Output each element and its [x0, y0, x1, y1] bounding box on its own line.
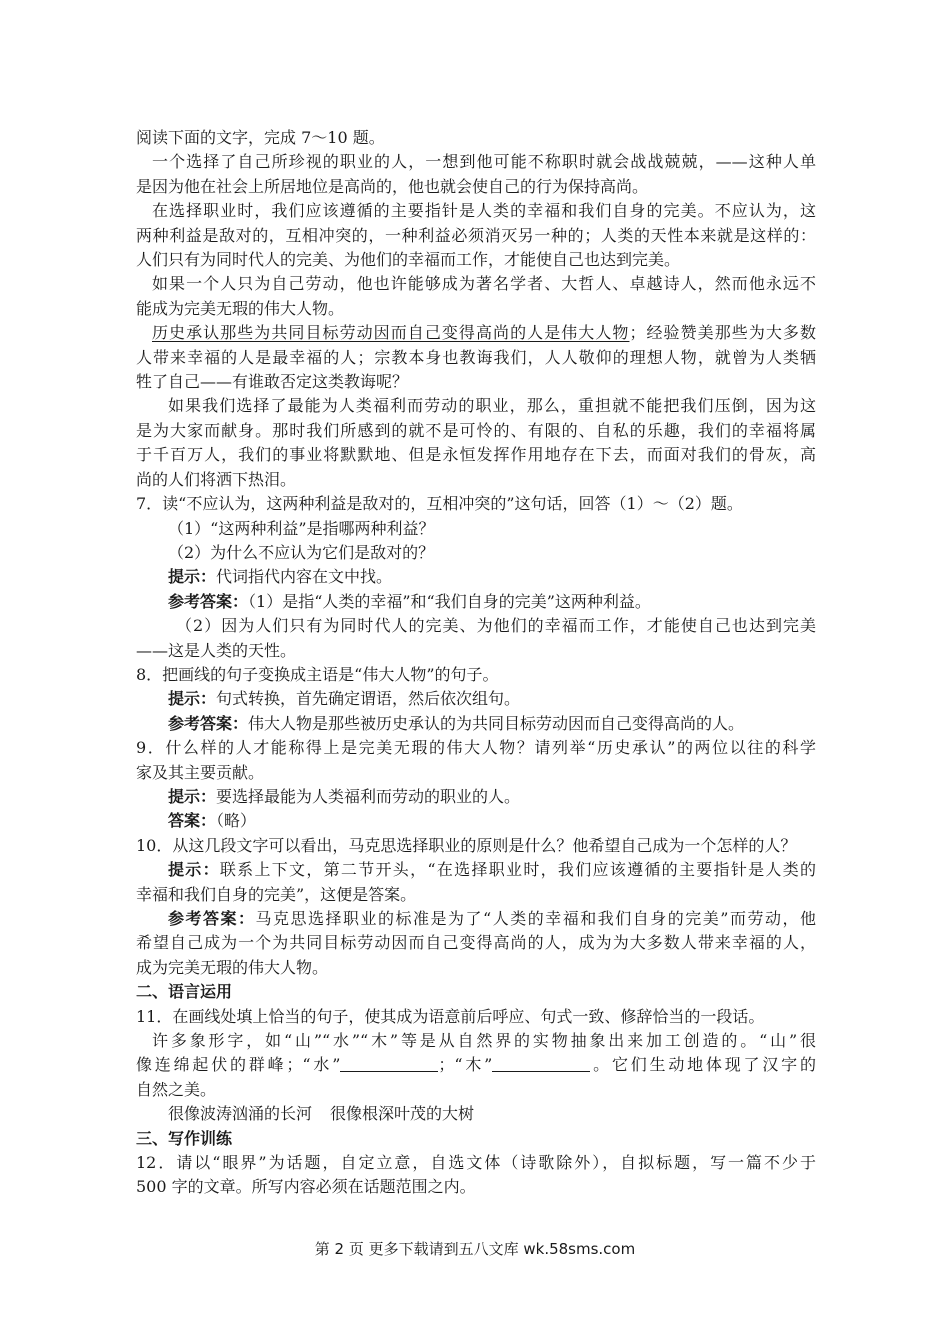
text-line: 如果我们选择了最能为人类福利而劳动的职业，那么，重担就不能把我们压倒，因为这	[168, 396, 816, 416]
paragraph-1	[136, 150, 816, 199]
question-10	[136, 834, 816, 980]
fill-blank	[492, 1057, 590, 1072]
hint-label: 提示：	[168, 786, 217, 806]
answer-line	[136, 712, 816, 736]
question-stem: 7．读“不应认为，这两种利益是敌对的，互相冲突的”这句话，回答（1）～（2）题。	[136, 494, 743, 514]
hint-line	[136, 785, 816, 809]
hint-label: 提示：	[168, 689, 217, 709]
text-line: 如果一个人只为自己劳动，他也许能够成为著名学者、大哲人、卓越诗人，然而他永远不	[152, 274, 816, 294]
answer-line: ——这是人类的天性。	[136, 640, 297, 660]
question-stem: 11．在画线处填上恰当的句子，使其成为语意前后呼应、句式一致、修辞恰当的一段话。	[136, 1006, 765, 1026]
answer-line	[136, 590, 816, 614]
section-heading: 三、写作训练	[136, 1128, 233, 1148]
question-9	[136, 736, 816, 834]
question-8	[136, 663, 816, 736]
text-line	[136, 321, 816, 345]
option-text: 很像根深叶茂的大树	[330, 1104, 475, 1124]
paragraph-5	[136, 394, 816, 492]
hint-label: 提示：	[168, 860, 220, 880]
text-span: 。它们生动地体现了汉字的	[590, 1055, 816, 1075]
answer-text: （1）是指“人类的幸福”和“我们自身的完美”这两种利益。	[248, 591, 651, 611]
text-line: 人带来幸福的人是最幸福的人；宗教本身也教诲我们，人人敬仰的理想人物，就曾为人类牺	[136, 347, 816, 367]
paragraph-2	[136, 199, 816, 272]
hint-text: 代词指代内容在文中找。	[216, 567, 393, 587]
text-line: 许多象形字，如“山”“水”“木”等是从自然界的实物抽象出来加工创造的。“山”很	[152, 1031, 816, 1051]
reading-instruction: 阅读下面的文字，完成 7～10 题。	[136, 128, 385, 147]
answer-line: （2）因为人们只有为同时代人的完美、为他们的幸福而工作，才能使自己也达到完美	[176, 616, 816, 636]
question-stem: 9．什么样的人才能称得上是完美无瑕的伟大人物？请列举“历史承认”的两位以往的科学	[136, 738, 816, 758]
question-stem: 500 字的文章。所写内容必须在话题范围之内。	[136, 1177, 476, 1197]
text-line: 在选择职业时，我们应该遵循的主要指针是人类的幸福和我们自身的完美。不应认为，这	[152, 201, 816, 221]
hint-line	[136, 565, 816, 589]
question-stem: 8．把画线的句子变换成主语是“伟大人物”的句子。	[136, 664, 499, 684]
paragraph-3	[136, 272, 816, 321]
answer-label: 答案：	[168, 811, 217, 831]
underlined-sentence: 历史承认那些为共同目标劳动因而自己变得高尚的人是伟大人物	[152, 323, 630, 343]
sub-question: （2）为什么不应认为它们是敌对的？	[168, 542, 435, 562]
text-line: 是因为他在社会上所居地位是高尚的，他也就会使自己的行为保持高尚。	[136, 176, 649, 196]
text-line: 牲了自己——有谁敢否定这类教诲呢？	[136, 372, 409, 392]
question-stem: 10．从这几段文字可以看出，马克思选择职业的原则是什么？他希望自己成为一个怎样的人？	[136, 835, 797, 855]
text-line: 自然之美。	[136, 1079, 217, 1099]
answer-line: 成为完美无瑕的伟大人物。	[136, 957, 329, 977]
text-span: ；经验赞美那些为大多数	[629, 323, 816, 343]
answer-text: 马克思选择职业的标准是为了“人类的幸福和我们自身的完美”而劳动，他	[255, 909, 816, 928]
text-line: 能成为完美无瑕的伟大人物。	[136, 298, 345, 318]
hint-text: 要选择最能为人类福利而劳动的职业的人。	[216, 786, 521, 806]
text-line: 尚的人们将洒下热泪。	[136, 469, 297, 489]
hint-line: 幸福和我们自身的完美”，这便是答案。	[136, 884, 417, 904]
option-text: 很像波涛汹涌的长河	[168, 1104, 313, 1124]
answer-label: 参考答案：	[168, 909, 256, 928]
document-page	[136, 126, 816, 1200]
answer-label: 参考答案：	[168, 591, 249, 611]
answer-line	[136, 809, 816, 833]
section-language-use	[136, 980, 816, 1126]
text-span: ；“木”	[438, 1055, 493, 1075]
sub-question: （1）“这两种利益”是指哪两种利益？	[168, 518, 435, 538]
answer-text: （略）	[216, 811, 257, 831]
question-stem: 家及其主要贡献。	[136, 762, 265, 782]
hint-line	[136, 858, 816, 882]
hint-line	[136, 687, 816, 711]
answer-line	[136, 907, 816, 931]
hint-label: 提示：	[168, 567, 217, 587]
hint-text: 句式转换，首先确定谓语，然后依次组句。	[216, 689, 521, 709]
section-heading: 二、语言运用	[136, 982, 233, 1002]
text-span: 像连绵起伏的群峰；“水”	[136, 1055, 341, 1075]
question-7	[136, 492, 816, 663]
text-line: 是为大家而献身。那时我们所感到的就不是可怜的、有限的、自私的乐趣，我们的幸福将属	[136, 420, 816, 440]
section-writing	[136, 1127, 816, 1200]
text-line: 于千百万人，我们的事业将默默地、但是永恒发挥作用地存在下去，而面对我们的骨灰，高	[136, 445, 816, 465]
hint-text: 联系上下文，第二节开头，“在选择职业时，我们应该遵循的主要指针是人类的	[219, 860, 816, 880]
answer-options	[136, 1102, 816, 1126]
page-footer: 第 2 页 更多下载请到五八文库 wk.58sms.com	[314, 1240, 636, 1258]
answer-label: 参考答案：	[168, 713, 249, 733]
text-line	[136, 1053, 816, 1077]
text-line: 两种利益是敌对的，互相冲突的，一种利益必须消灭另一种的；人类的天性本来就是这样的：	[136, 225, 816, 245]
text-line: 一个选择了自己所珍视的职业的人，一想到他可能不称职时就会战战兢兢，——这种人单	[152, 152, 816, 172]
answer-line: 希望自己成为一个为共同目标劳动因而自己变得高尚的人，成为为大多数人带来幸福的人，	[136, 933, 816, 953]
fill-blank	[340, 1057, 438, 1072]
text-line: 人们只有为同时代人的完美、为他们的幸福而工作，才能使自己也达到完美。	[136, 250, 681, 270]
paragraph-4	[136, 321, 816, 394]
question-stem: 12．请以“眼界”为话题，自定立意，自选文体（诗歌除外），自拟标题，写一篇不少于	[136, 1153, 816, 1173]
answer-text: 伟大人物是那些被历史承认的为共同目标劳动因而自己变得高尚的人。	[248, 713, 745, 733]
